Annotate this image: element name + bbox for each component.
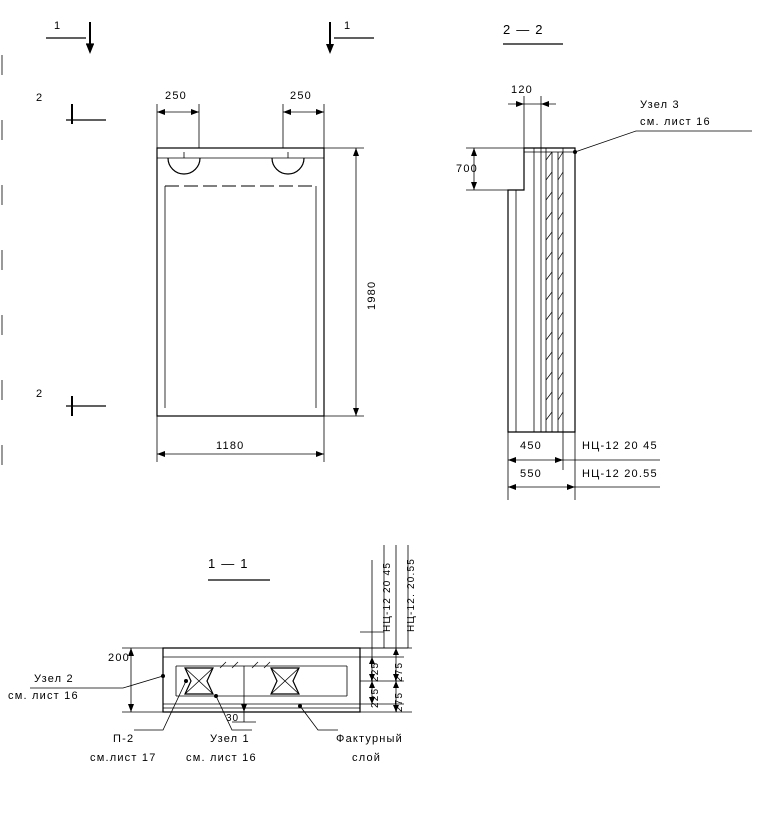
section-mark-2-upper [66,104,106,124]
section-mark-label-2-lower: 2 [36,388,44,400]
section-1-1-dim-200-label: 200 [108,652,130,664]
arrow-head [326,44,334,54]
callout-facture-line2: слой [352,752,382,764]
section-2-2-dim-450-label: 450 [520,440,542,452]
section-1-1-dim-225-b: 225 [370,687,381,708]
section-mark-label-1-left: 1 [54,20,62,32]
section-1-1-dim-225-a: 225 [370,661,381,682]
section-2-2-mark-2: НЦ-12 20.55 [582,468,658,480]
callout-uzel-1-line1: Узел 1 [210,733,250,745]
section-1-1-dim-275-b: 275 [394,691,405,712]
plan-view-geometry [157,148,324,416]
section-mark-label-1-mid: 1 [344,20,352,32]
plan-dim-width-label: 1180 [216,440,245,452]
section-2-2-callout-line2: см. лист 16 [640,116,711,128]
callout-p2-line2: см.лист 17 [90,752,157,764]
section-mark-2-lower [66,396,106,416]
section-1-1-title: 1 — 1 [208,556,249,571]
section-2-2-callout-leader [573,131,752,154]
section-2-2-dim-700-label: 700 [456,163,478,175]
section-2-2-callout-line1: Узел 3 [640,99,680,111]
section-mark-label-2-upper: 2 [36,92,44,104]
section-1-1-vertical-mark-2: НЦ-12. 20.55 [406,557,417,632]
plan-dim-top [157,104,324,148]
section-2-2-dim-120-label: 120 [511,84,533,96]
section-1-1-dim-30-label: 30 [226,713,240,724]
section-2-2-dim-550-label: 550 [520,468,542,480]
section-2-2-mark-1: НЦ-12 20 45 [582,440,658,452]
callout-uzel-2-line1: Узел 2 [34,673,74,685]
section-1-1-geometry [163,648,360,712]
section-2-2-geometry [508,148,575,432]
callout-uzel-1-line2: см. лист 16 [186,752,257,764]
callout-facture-line1: Фактурный [336,733,403,745]
callout-p2-line1: П-2 [113,733,135,745]
section-2-2-title: 2 — 2 [503,22,544,37]
plan-dim-right [324,148,364,416]
plan-dim-height-label: 1980 [366,280,378,310]
plan-dim-top-right-label: 250 [290,90,312,102]
section-1-1-dim-275-a: 275 [394,661,405,682]
callout-uzel-2-line2: см. лист 16 [8,690,79,702]
section-mark-1-mid [330,22,374,52]
arrow-head [86,44,94,54]
plan-dim-top-left-label: 250 [165,90,187,102]
plan-dim-bottom [157,416,324,462]
section-2-2-dim-120 [508,96,556,148]
section-1-1-vertical-mark-1: НЦ-12 20 45 [382,561,393,632]
